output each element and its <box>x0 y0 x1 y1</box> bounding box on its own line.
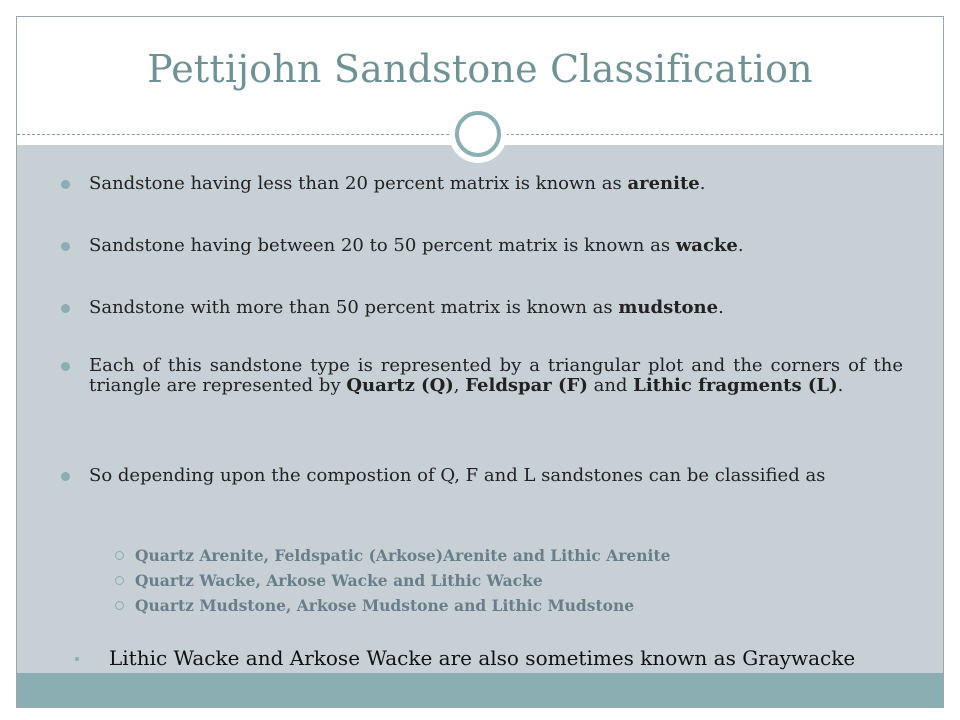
sub-bullet-text: Quartz Wacke, Arkose Wacke and Lithic Wacke <box>135 571 543 590</box>
bullet-dot-icon <box>61 304 70 313</box>
hollow-bullet-icon <box>115 601 124 610</box>
bullet-graywacke <box>109 647 919 669</box>
term-feldspar: Feldspar (F) <box>465 375 588 396</box>
sub-bullet-wacke <box>135 572 895 590</box>
sub-bullet-mudstone <box>135 597 895 615</box>
bullet-text: Sandstone with more than 50 percent matrix is known as <box>89 297 619 318</box>
sub-bullet-arenite <box>135 547 895 565</box>
bullet-punct: . <box>837 375 844 396</box>
bullet-sep: and <box>587 375 634 396</box>
bullet-punct: . <box>699 173 706 194</box>
circle-ornament-icon <box>449 105 507 163</box>
hollow-bullet-icon <box>115 551 124 560</box>
bullet-classification <box>89 466 903 486</box>
term-lithic-fragments: Lithic fragments (L) <box>633 375 838 396</box>
bullet-dot-icon <box>61 362 70 371</box>
bullet-dot-icon <box>61 180 70 189</box>
bullet-text: Each of this sandstone type is represented by a triangular plot and the corners of the triangle are represented by <box>89 355 903 396</box>
footer-band <box>17 673 943 707</box>
bullet-text: Lithic Wacke and Arkose Wacke are also sometimes known as Graywacke <box>109 646 856 670</box>
small-bullet-icon <box>75 657 79 661</box>
bullet-dot-icon <box>61 242 70 251</box>
term-mudstone: mudstone <box>618 297 719 318</box>
bullet-dot-icon <box>61 472 70 481</box>
bullet-sep: , <box>453 375 466 396</box>
hollow-bullet-icon <box>115 576 124 585</box>
bullet-triangular-plot <box>89 356 903 396</box>
term-quartz: Quartz (Q) <box>346 375 454 396</box>
ring-icon <box>455 111 501 157</box>
sub-bullet-text: Quartz Mudstone, Arkose Mudstone and Lithic Mudstone <box>135 596 635 615</box>
bullet-punct: . <box>718 297 724 318</box>
term-arenite: arenite <box>627 173 700 194</box>
bullet-text: So depending upon the compostion of Q, F and L sandstones can be classified as <box>89 465 826 486</box>
bullet-arenite <box>89 174 903 194</box>
slide-title: Pettijohn Sandstone Classification <box>147 47 813 91</box>
sub-bullet-text: Quartz Arenite, Feldspatic (Arkose)Arenite and Lithic Arenite <box>135 546 671 565</box>
content-panel <box>17 145 943 673</box>
slide <box>16 16 944 708</box>
bullet-text: Sandstone having less than 20 percent matrix is known as <box>89 173 628 194</box>
bullet-punct: . <box>737 235 744 256</box>
bullet-mudstone <box>89 298 903 318</box>
bullet-text: Sandstone having between 20 to 50 percent matrix is known as <box>89 235 676 256</box>
term-wacke: wacke <box>675 235 738 256</box>
bullet-wacke <box>89 236 903 256</box>
